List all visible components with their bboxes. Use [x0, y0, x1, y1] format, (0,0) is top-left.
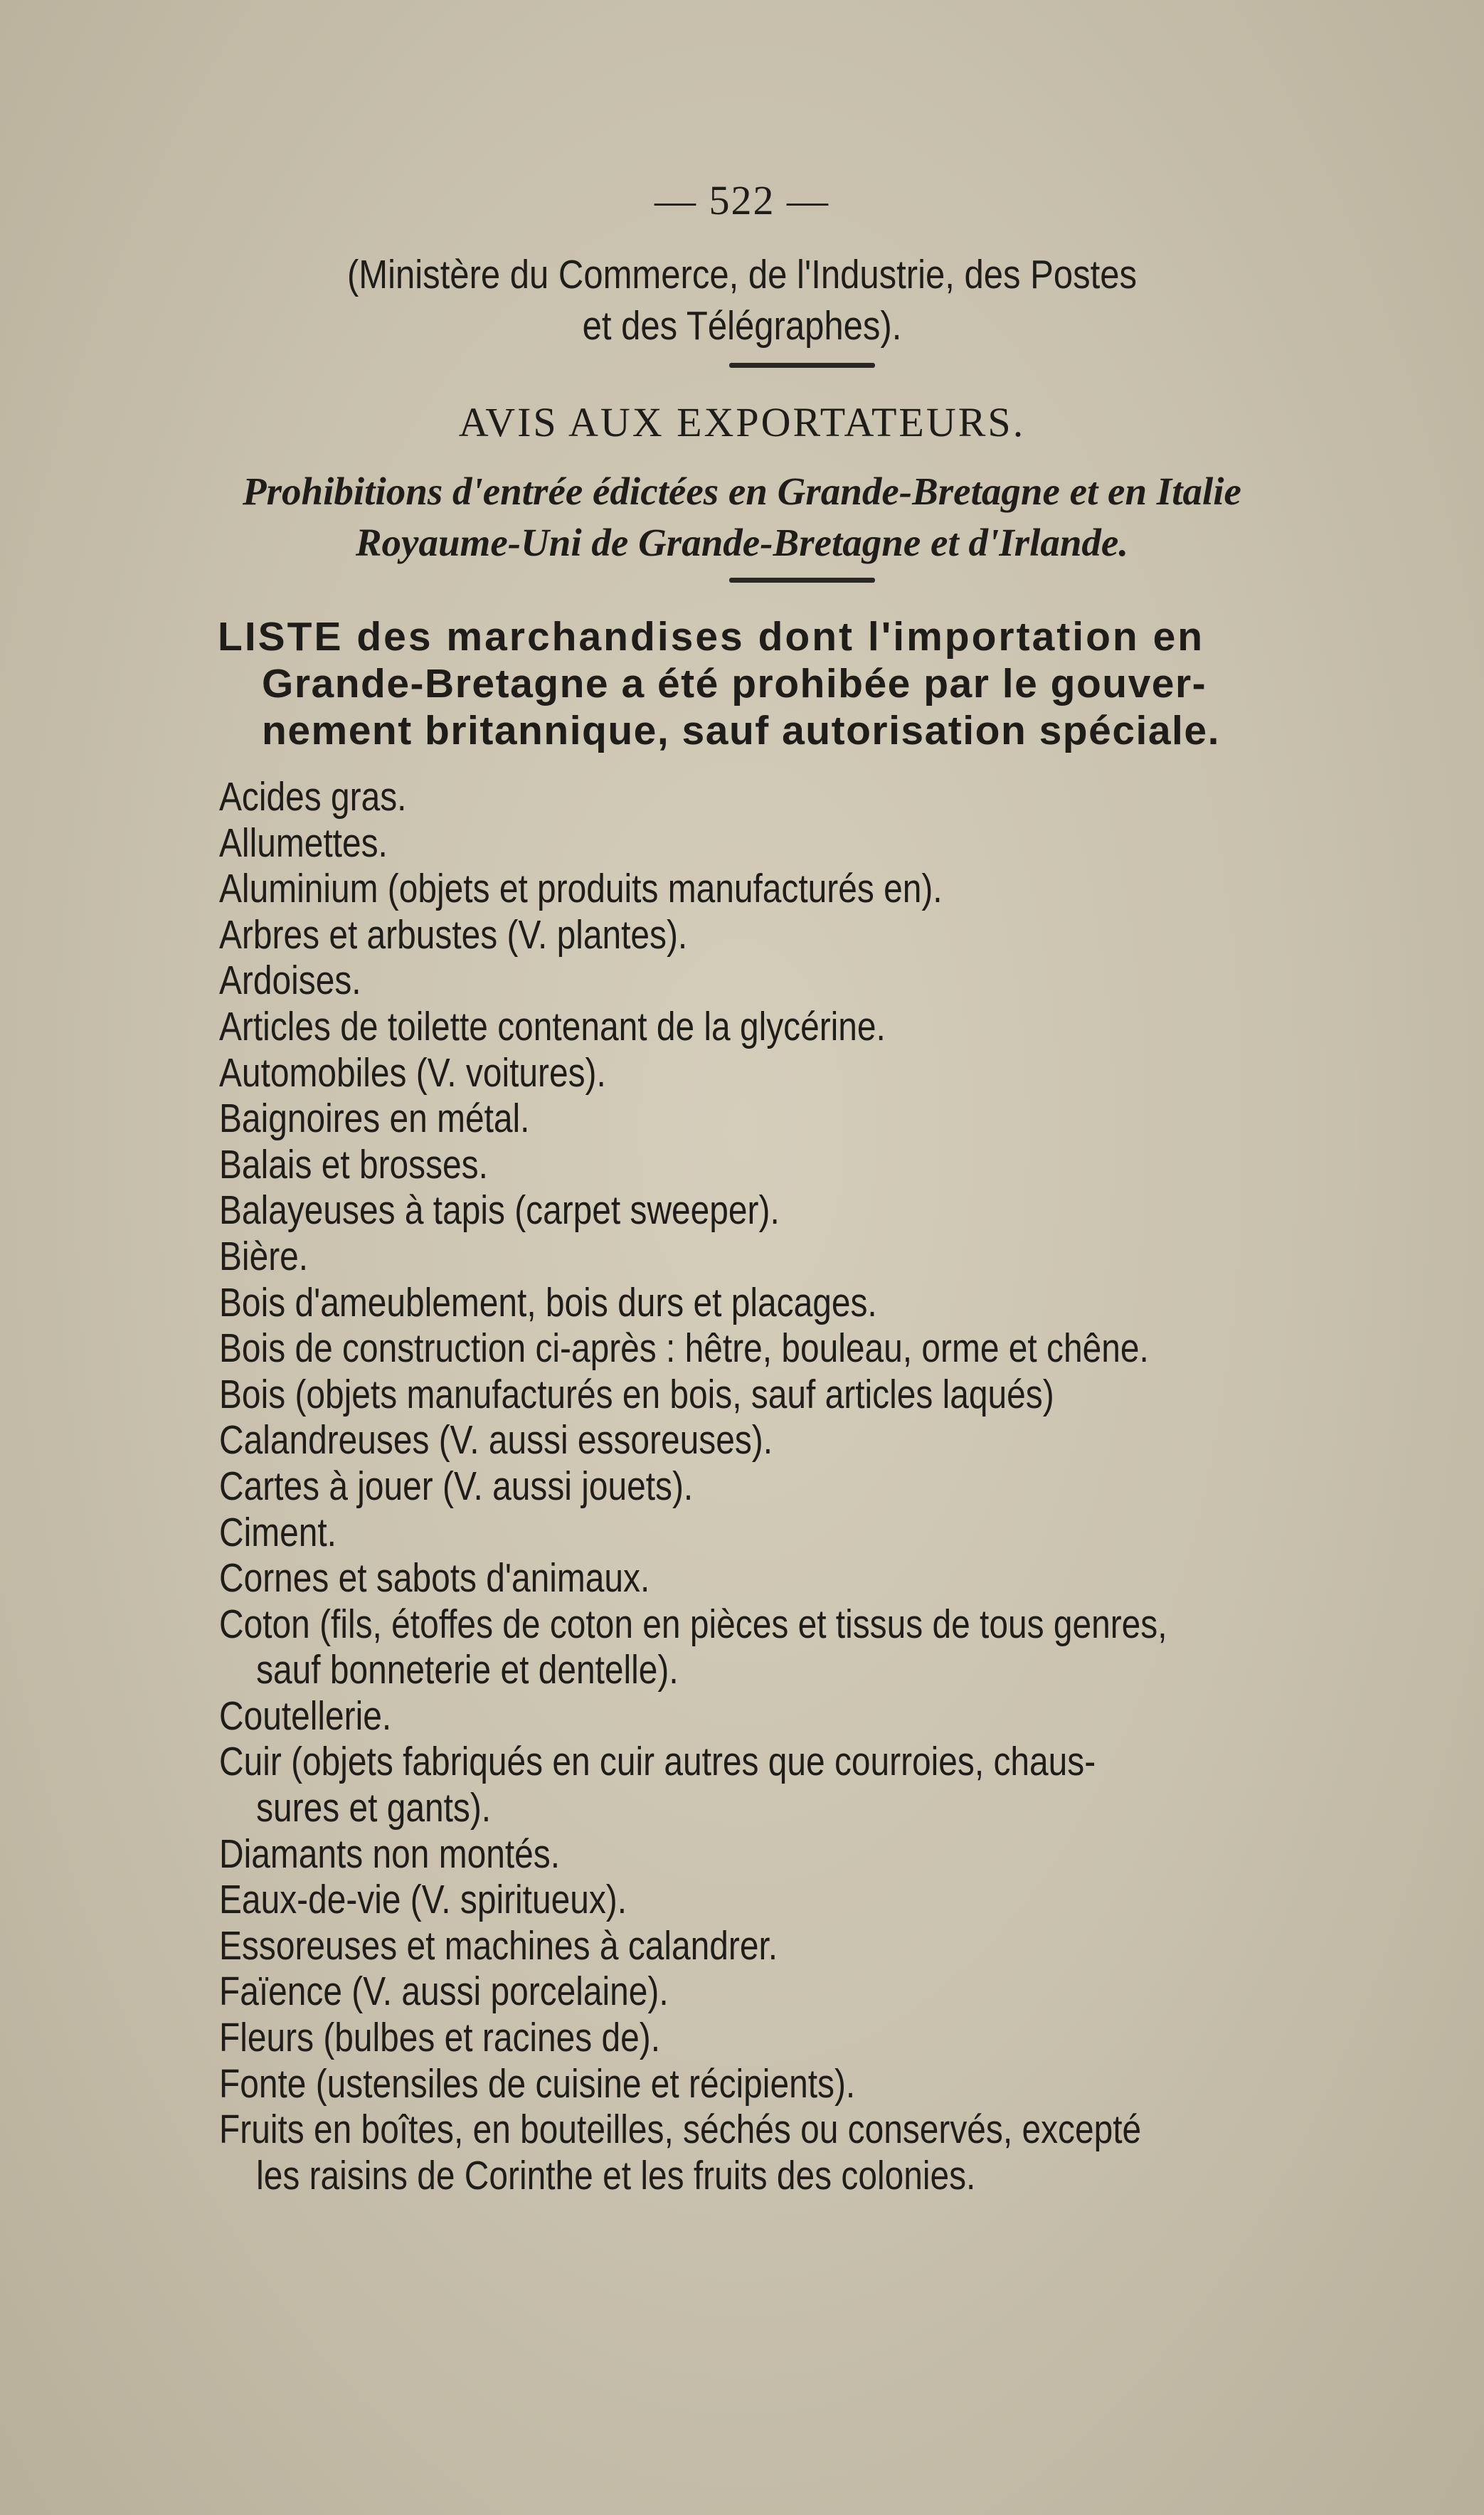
- list-item: [219, 1463, 1421, 1510]
- list-item-text: [219, 2061, 1377, 2107]
- list-item-line: Cuir (objets fabriqués en cuir autres que courroies, chaus-: [219, 1739, 1096, 1785]
- list-item-text: [219, 1877, 1377, 1923]
- list-item-line: Baignoires en métal.: [219, 1096, 530, 1142]
- list-item-line: Coutellerie.: [219, 1693, 392, 1739]
- list-item: [219, 1280, 1421, 1326]
- list-item: [219, 1372, 1421, 1418]
- divider-rule: [729, 578, 875, 583]
- list-item-line: Articles de toilette contenant de la glycérine.: [219, 1003, 886, 1049]
- list-item-text: [219, 1923, 1377, 1969]
- list-item-text: [219, 958, 1377, 1004]
- list-item-text: [219, 2107, 1377, 2198]
- list-item-line: Ardoises.: [219, 958, 361, 1004]
- list-item: [219, 820, 1421, 867]
- list-item: [219, 1417, 1421, 1463]
- list-item-line: Diamants non montés.: [219, 1831, 561, 1877]
- list-item-line: Arbres et arbustes (V. plantes).: [219, 911, 688, 958]
- list-item: [219, 2061, 1421, 2107]
- list-item-line: Allumettes.: [219, 820, 388, 866]
- list-item-line: Fleurs (bulbes et racines de).: [219, 2015, 661, 2061]
- list-item-line: Essoreuses et machines à calandrer.: [219, 1922, 778, 1969]
- list-item-text: [219, 1280, 1377, 1326]
- list-item-text: [219, 1372, 1377, 1418]
- list-item-text: [219, 1050, 1377, 1096]
- list-intro: [218, 613, 1413, 754]
- list-item-text: [219, 1325, 1377, 1372]
- list-item-line: Aluminium (objets et produits manufacturés en).: [219, 866, 943, 912]
- list-item-text: [219, 912, 1377, 958]
- list-item: [219, 1693, 1421, 1740]
- list-item-text: [219, 820, 1377, 867]
- list-item-line: Bois de construction ci-après : hêtre, bouleau, orme et chêne.: [219, 1325, 1149, 1372]
- list-item: [219, 2107, 1421, 2198]
- list-item-line: Balais et brosses.: [219, 1141, 488, 1187]
- merchandise-list: [219, 774, 1421, 2198]
- list-item: [219, 1969, 1421, 2015]
- intro-line-2: Grande-Bretagne a été prohibée par le gouver-: [262, 661, 1207, 706]
- list-item-continuation: les raisins de Corinthe et les fruits des colonies.: [256, 2152, 976, 2198]
- list-item-text: [219, 1096, 1377, 1142]
- list-item-line: Cartes à jouer (V. aussi jouets).: [219, 1463, 694, 1509]
- list-item-text: [219, 1004, 1377, 1050]
- list-item: [219, 866, 1421, 912]
- intro-line-3: nement britannique, sauf autorisation spéciale.: [262, 708, 1220, 753]
- list-item: [219, 1601, 1421, 1693]
- list-item: [219, 2015, 1421, 2061]
- list-item: [219, 1004, 1421, 1050]
- notice-title: AVIS AUX EXPORTATEURS.: [458, 399, 1026, 445]
- list-item-line: Balayeuses à tapis (carpet sweeper).: [219, 1187, 780, 1234]
- list-item-text: [219, 1510, 1377, 1556]
- list-item-line: Faïence (V. aussi porcelaine).: [219, 1969, 669, 2015]
- list-item-text: [219, 774, 1377, 820]
- list-item-line: Calandreuses (V. aussi essoreuses).: [219, 1417, 773, 1463]
- ministry-line-2: et des Télégraphes).: [582, 303, 902, 349]
- list-item-line: Bois (objets manufacturés en bois, sauf articles laqués): [219, 1371, 1054, 1417]
- list-item-line: Bière.: [219, 1233, 309, 1279]
- subtitle-line-1: Prohibitions d'entrée édictées en Grande-Bretagne et en Italie: [243, 470, 1241, 513]
- list-item-continuation: sures et gants).: [256, 1785, 492, 1831]
- list-item-line: Fruits en boîtes, en bouteilles, séchés ou conservés, excepté: [219, 2107, 1142, 2153]
- list-item-line: Eaux-de-vie (V. spiritueux).: [219, 1877, 627, 1923]
- list-item-line: Cornes et sabots d'animaux.: [219, 1555, 650, 1601]
- list-item-text: [219, 1417, 1377, 1463]
- list-item-text: [219, 1555, 1377, 1601]
- list-item-continuation: sauf bonneterie et dentelle).: [256, 1647, 679, 1693]
- list-item: [219, 958, 1421, 1004]
- list-item-line: Automobiles (V. voitures).: [219, 1049, 606, 1096]
- list-item: [219, 912, 1421, 958]
- list-item-text: [219, 866, 1377, 912]
- list-item: [219, 1234, 1421, 1280]
- list-item: [219, 1555, 1421, 1601]
- list-item-text: [219, 1234, 1377, 1280]
- list-item: [219, 774, 1421, 820]
- list-item: [219, 1187, 1421, 1234]
- list-item-line: Bois d'ameublement, bois durs et placages.: [219, 1279, 877, 1325]
- list-item: [219, 1325, 1421, 1372]
- list-item-text: [219, 1142, 1377, 1188]
- list-item: [219, 1739, 1421, 1831]
- list-item-line: Ciment.: [219, 1509, 336, 1555]
- list-item: [219, 1050, 1421, 1096]
- list-item-text: [219, 1739, 1377, 1831]
- intro-line-1: LISTE des marchandises dont l'importation en: [218, 614, 1205, 660]
- list-item-text: [219, 1463, 1377, 1510]
- subtitle: [0, 466, 1484, 568]
- list-item-line: Fonte (ustensiles de cuisine et récipients).: [219, 2060, 856, 2107]
- list-item: [219, 1142, 1421, 1188]
- list-item-text: [219, 1187, 1377, 1234]
- list-item-line: Acides gras.: [219, 774, 407, 820]
- subtitle-line-2: Royaume-Uni de Grande-Bretagne et d'Irlande.: [355, 521, 1129, 564]
- list-item-text: [219, 1601, 1377, 1693]
- list-item-line: Coton (fils, étoffes de coton en pièces et tissus de tous genres,: [219, 1601, 1167, 1647]
- list-item: [219, 1510, 1421, 1556]
- list-item-text: [219, 1831, 1377, 1878]
- divider-rule: [729, 363, 875, 368]
- list-item: [219, 1096, 1421, 1142]
- ministry-line-1: (Ministère du Commerce, de l'Industrie, des Postes: [346, 252, 1138, 297]
- list-item-text: [219, 2015, 1377, 2061]
- list-item: [219, 1923, 1421, 1969]
- list-item: [219, 1831, 1421, 1878]
- list-item-text: [219, 1969, 1377, 2015]
- list-item-text: [219, 1693, 1377, 1740]
- page-number: — 522 —: [654, 177, 830, 223]
- list-item: [219, 1877, 1421, 1923]
- ministry-heading: [104, 249, 1380, 351]
